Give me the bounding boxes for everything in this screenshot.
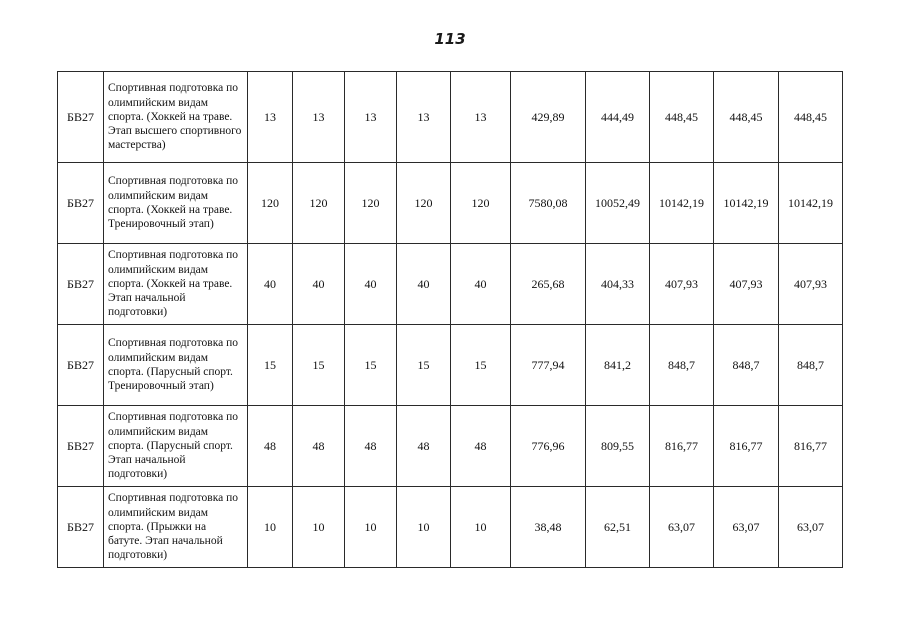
count-cell: 40 (293, 244, 345, 325)
page-number: 113 (434, 30, 466, 48)
amount-cell: 265,68 (511, 244, 586, 325)
table-row (58, 244, 843, 325)
count-cell: 10 (451, 487, 511, 568)
count-cell: 15 (451, 325, 511, 406)
count-cell: 120 (397, 163, 451, 244)
amount-cell: 848,7 (650, 325, 714, 406)
count-cell: 15 (345, 325, 397, 406)
table-row (58, 406, 843, 487)
service-code: БВ27 (58, 72, 104, 163)
service-code: БВ27 (58, 163, 104, 244)
count-cell: 40 (248, 244, 293, 325)
count-cell: 10 (397, 487, 451, 568)
amount-cell: 816,77 (779, 406, 843, 487)
count-cell: 10 (248, 487, 293, 568)
count-cell: 120 (248, 163, 293, 244)
amount-cell: 429,89 (511, 72, 586, 163)
count-cell: 48 (397, 406, 451, 487)
table-row (58, 487, 843, 568)
count-cell: 10 (345, 487, 397, 568)
amount-cell: 848,7 (714, 325, 779, 406)
amount-cell: 448,45 (714, 72, 779, 163)
amount-cell: 407,93 (779, 244, 843, 325)
count-cell: 15 (397, 325, 451, 406)
count-cell: 15 (248, 325, 293, 406)
amount-cell: 407,93 (650, 244, 714, 325)
service-description: Спортивная подготовка по олимпийским видам спорта. (Прыжки на батуте. Этап начальной подготовки) (104, 487, 248, 568)
amount-cell: 63,07 (779, 487, 843, 568)
amount-cell: 10142,19 (650, 163, 714, 244)
service-description: Спортивная подготовка по олимпийским видам спорта. (Парусный спорт. Этап начальной подготовки) (104, 406, 248, 487)
amount-cell: 448,45 (650, 72, 714, 163)
count-cell: 40 (451, 244, 511, 325)
amount-cell: 816,77 (650, 406, 714, 487)
service-code: БВ27 (58, 406, 104, 487)
amount-cell: 63,07 (650, 487, 714, 568)
amount-cell: 777,94 (511, 325, 586, 406)
count-cell: 13 (293, 72, 345, 163)
service-code: БВ27 (58, 325, 104, 406)
count-cell: 48 (451, 406, 511, 487)
service-description: Спортивная подготовка по олимпийским видам спорта. (Хоккей на траве. Этап начальной подготовки) (104, 244, 248, 325)
amount-cell: 10052,49 (586, 163, 650, 244)
amount-cell: 809,55 (586, 406, 650, 487)
service-description: Спортивная подготовка по олимпийским видам спорта. (Хоккей на траве. Тренировочный этап) (104, 163, 248, 244)
service-description: Спортивная подготовка по олимпийским видам спорта. (Хоккей на траве. Этап высшего спортивного мастерства) (104, 72, 248, 163)
count-cell: 48 (248, 406, 293, 487)
count-cell: 48 (345, 406, 397, 487)
amount-cell: 448,45 (779, 72, 843, 163)
amount-cell: 848,7 (779, 325, 843, 406)
count-cell: 40 (345, 244, 397, 325)
table-row (58, 72, 843, 163)
amount-cell: 10142,19 (714, 163, 779, 244)
amount-cell: 816,77 (714, 406, 779, 487)
amount-cell: 38,48 (511, 487, 586, 568)
count-cell: 40 (397, 244, 451, 325)
count-cell: 13 (248, 72, 293, 163)
table-row (58, 163, 843, 244)
service-code: БВ27 (58, 487, 104, 568)
count-cell: 13 (451, 72, 511, 163)
amount-cell: 10142,19 (779, 163, 843, 244)
count-cell: 15 (293, 325, 345, 406)
count-cell: 48 (293, 406, 345, 487)
amount-cell: 62,51 (586, 487, 650, 568)
count-cell: 13 (397, 72, 451, 163)
amount-cell: 407,93 (714, 244, 779, 325)
amount-cell: 841,2 (586, 325, 650, 406)
amount-cell: 404,33 (586, 244, 650, 325)
count-cell: 120 (293, 163, 345, 244)
services-table (57, 71, 843, 568)
amount-cell: 776,96 (511, 406, 586, 487)
amount-cell: 63,07 (714, 487, 779, 568)
count-cell: 120 (345, 163, 397, 244)
amount-cell: 444,49 (586, 72, 650, 163)
amount-cell: 7580,08 (511, 163, 586, 244)
table-row (58, 325, 843, 406)
service-code: БВ27 (58, 244, 104, 325)
service-description: Спортивная подготовка по олимпийским видам спорта. (Парусный спорт. Тренировочный этап) (104, 325, 248, 406)
count-cell: 10 (293, 487, 345, 568)
count-cell: 120 (451, 163, 511, 244)
count-cell: 13 (345, 72, 397, 163)
